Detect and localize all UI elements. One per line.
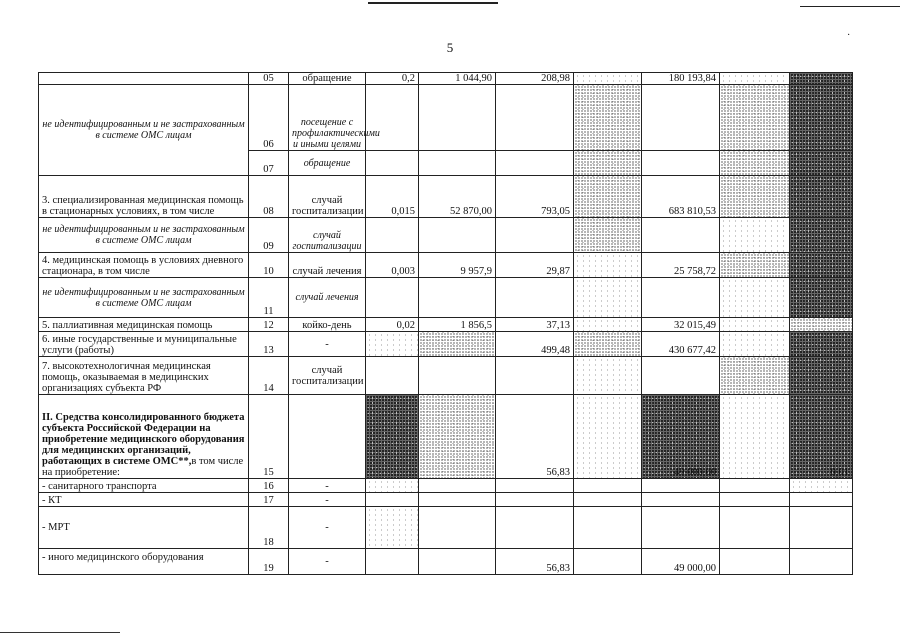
scan-noise — [790, 73, 853, 85]
row-code: 15 — [249, 395, 289, 479]
row-code: 16 — [249, 479, 289, 493]
scan-noise — [790, 479, 853, 493]
row-unit: случай госпитализации — [289, 218, 366, 253]
top-rule-1 — [368, 2, 498, 4]
row-name: 3. специализированная медицинская помощь в стационарных условиях, в том числе — [39, 176, 249, 218]
row-code: 07 — [249, 151, 289, 176]
row-share: 0,01 — [790, 395, 853, 479]
row-cost: 9 957,9 — [419, 253, 496, 278]
row-name: - МРТ — [39, 507, 249, 549]
row-unit: койко-день — [289, 318, 366, 332]
row-cost: 1 044,90 — [419, 73, 496, 85]
row-name: 4. медицинская помощь в условиях дневного стационара, в том числе — [39, 253, 249, 278]
top-rule-2 — [800, 6, 900, 7]
scan-noise — [574, 218, 642, 253]
scan-noise — [720, 357, 790, 395]
scan-noise — [574, 85, 642, 151]
row-per-capita: 499,48 — [496, 332, 574, 357]
row-total: 49 000,00 — [642, 395, 720, 479]
scan-noise — [574, 357, 642, 395]
scan-noise — [720, 151, 790, 176]
scan-noise — [366, 395, 419, 479]
row-code: 10 — [249, 253, 289, 278]
corner-mark: · — [847, 30, 851, 41]
row-per-capita: 56,83 — [496, 395, 574, 479]
scan-noise — [790, 85, 853, 151]
scan-noise — [574, 318, 642, 332]
row-unit: случай госпитализации — [289, 357, 366, 395]
row-total: 683 810,53 — [642, 176, 720, 218]
scan-noise — [790, 176, 853, 218]
scan-noise — [720, 176, 790, 218]
row-unit: обращение — [289, 151, 366, 176]
table-row — [39, 332, 853, 357]
row-total: 430 677,42 — [642, 332, 720, 357]
scan-noise — [790, 253, 853, 278]
scan-noise — [720, 85, 790, 151]
scan-noise — [574, 176, 642, 218]
page-number: 5 — [446, 40, 454, 55]
row-code: 12 — [249, 318, 289, 332]
scan-noise — [790, 151, 853, 176]
row-name: 7. высокотехнологичная медицинская помощь, оказываемая в медицинских организациях субъекта РФ — [39, 357, 249, 395]
section-heading-tail: в том числе на приобретение: — [42, 456, 244, 478]
scan-noise — [574, 332, 642, 357]
row-unit: - — [289, 479, 366, 493]
row-unit: - — [289, 332, 366, 357]
row-per-capita: 793,05 — [496, 176, 574, 218]
row-code: 09 — [249, 218, 289, 253]
row-name — [39, 395, 249, 479]
row-total: 25 758,72 — [642, 253, 720, 278]
table-row — [39, 479, 853, 493]
row-per-capita: 29,87 — [496, 253, 574, 278]
table-row — [39, 357, 853, 395]
row-total: 32 015,49 — [642, 318, 720, 332]
table-row — [39, 318, 853, 332]
row-rate: 0,2 — [366, 73, 419, 85]
row-unit: случай лечения — [289, 278, 366, 318]
section-heading: II. Средства консолидированного бюджета субъекта Российской Федерации на приобретение медицинского оборудования для медицинских организаций, работающих в системе ОМС**, — [42, 412, 245, 467]
row-name: - санитарного транспорта — [39, 479, 249, 493]
scan-noise — [720, 395, 790, 479]
row-unit: - — [289, 507, 366, 549]
scan-noise — [366, 507, 419, 549]
row-code: 18 — [249, 507, 289, 549]
row-code: 11 — [249, 278, 289, 318]
row-rate: 0,015 — [366, 176, 419, 218]
scan-noise — [366, 479, 419, 493]
scan-noise — [720, 218, 790, 253]
table-row — [39, 507, 853, 549]
row-code: 14 — [249, 357, 289, 395]
row-cost: 1 856,5 — [419, 318, 496, 332]
row-code: 08 — [249, 176, 289, 218]
table-row — [39, 253, 853, 278]
row-total: 180 193,84 — [642, 73, 720, 85]
scan-noise — [419, 332, 496, 357]
scan-noise — [720, 332, 790, 357]
row-unit: - — [289, 549, 366, 575]
row-per-capita: 56,83 — [496, 549, 574, 575]
scan-noise — [790, 318, 853, 332]
table-row — [39, 218, 853, 253]
financing-table — [38, 72, 853, 575]
row-name — [39, 73, 249, 85]
scan-noise — [574, 73, 642, 85]
bottom-rule — [0, 632, 120, 633]
row-code: 06 — [249, 85, 289, 151]
row-unit: - — [289, 493, 366, 507]
row-code: 13 — [249, 332, 289, 357]
scan-noise — [790, 278, 853, 318]
scan-noise — [574, 278, 642, 318]
row-per-capita: 37,13 — [496, 318, 574, 332]
scan-noise — [790, 218, 853, 253]
row-name: не идентифицированным и не застрахованным в системе ОМС лицам — [39, 278, 249, 318]
scan-noise — [790, 332, 853, 357]
row-code: 17 — [249, 493, 289, 507]
row-unit: случай лечения — [289, 253, 366, 278]
table-row — [39, 278, 853, 318]
table-row — [39, 85, 853, 151]
row-code: 05 — [249, 73, 289, 85]
scan-noise — [366, 332, 419, 357]
row-name: 5. паллиативная медицинская помощь — [39, 318, 249, 332]
table-row — [39, 73, 853, 85]
row-unit: посещение с профилактическими и иными целями — [289, 85, 366, 151]
table-row — [39, 395, 853, 479]
scan-noise — [720, 253, 790, 278]
row-name: не идентифицированным и не застрахованным в системе ОМС лицам — [39, 85, 249, 176]
row-unit: случай госпитализации — [289, 176, 366, 218]
table-row — [39, 176, 853, 218]
scan-noise — [720, 318, 790, 332]
scan-noise — [574, 151, 642, 176]
row-name: не идентифицированным и не застрахованным в системе ОМС лицам — [39, 218, 249, 253]
scan-noise — [574, 395, 642, 479]
row-name: - иного медицинского оборудования — [39, 549, 249, 575]
row-total: 49 000,00 — [642, 549, 720, 575]
row-name: - КТ — [39, 493, 249, 507]
table-row — [39, 549, 853, 575]
scan-noise — [720, 278, 790, 318]
row-code: 19 — [249, 549, 289, 575]
scan-noise — [419, 395, 496, 479]
row-rate: 0,02 — [366, 318, 419, 332]
row-cost: 52 870,00 — [419, 176, 496, 218]
scan-noise — [790, 357, 853, 395]
table-row — [39, 493, 853, 507]
row-unit: обращение — [289, 73, 366, 85]
row-rate: 0,003 — [366, 253, 419, 278]
scan-noise — [720, 73, 790, 85]
scan-noise — [574, 253, 642, 278]
row-per-capita: 208,98 — [496, 73, 574, 85]
row-name: 6. иные государственные и муниципальные услуги (работы) — [39, 332, 249, 357]
